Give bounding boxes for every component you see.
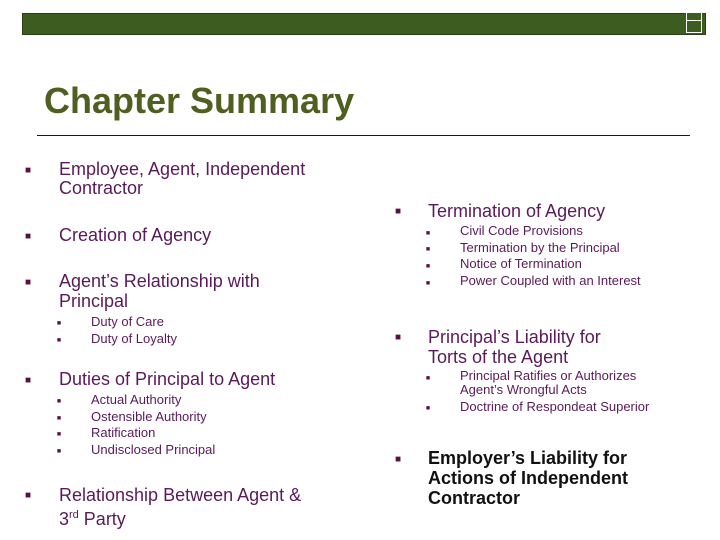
topic-employee-line1: Employee, Agent, Independent (59, 159, 306, 179)
header-bar (22, 13, 706, 35)
sub-bullet-icon: ■ (425, 230, 431, 237)
bullet-icon: ■ (394, 332, 402, 343)
termination-item: Notice of Termination (460, 256, 582, 271)
sub-bullet-icon: ■ (56, 398, 62, 405)
topic-principal-liability-line1: Principal’s Liability for (428, 327, 601, 347)
topic-third-party-line2: 3rd Party (59, 509, 126, 529)
sub-bullet-icon: ■ (425, 280, 431, 287)
duties-item: Actual Authority (91, 392, 182, 407)
sub-bullet-icon: ■ (56, 415, 62, 422)
principal-liability-item-line1: Principal Ratifies or Authorizes (460, 368, 637, 383)
topic-principal-liability-line2: Torts of the Agent (428, 347, 569, 367)
topic-creation: Creation of Agency (59, 225, 212, 245)
termination-item: Power Coupled with an Interest (460, 273, 641, 288)
sub-bullet-icon: ■ (425, 246, 431, 253)
sub-bullet-icon: ■ (425, 375, 431, 382)
slide-title: Chapter Summary (44, 80, 355, 121)
topic-relationship-line2: Principal (59, 291, 129, 311)
relationship-item: Duty of Care (91, 314, 164, 329)
principal-liability-item: Doctrine of Respondeat Superior (460, 399, 650, 414)
topic-employer-liability-line2: Actions of Independent (428, 468, 628, 488)
bullet-icon: ■ (394, 206, 402, 217)
duties-item: Undisclosed Principal (91, 442, 216, 457)
duties-item: Ratification (91, 425, 156, 440)
title-divider (37, 135, 690, 136)
bullet-icon: ■ (24, 231, 32, 242)
topic-third-party-line1: Relationship Between Agent & (59, 485, 302, 505)
bullet-icon: ■ (24, 165, 32, 176)
bullet-icon: ■ (24, 277, 32, 288)
sub-bullet-icon: ■ (56, 337, 62, 344)
relationship-item: Duty of Loyalty (91, 331, 177, 346)
topic-employer-liability-line1: Employer’s Liability for (428, 448, 628, 468)
topic-termination: Termination of Agency (428, 201, 606, 221)
termination-item: Termination by the Principal (460, 240, 620, 255)
sub-bullet-icon: ■ (56, 320, 62, 327)
topic-employer-liability-line3: Contractor (428, 488, 521, 508)
header-bar-square (686, 20, 702, 33)
sub-bullet-icon: ■ (56, 448, 62, 455)
bullet-icon: ■ (394, 454, 402, 465)
termination-item: Civil Code Provisions (460, 223, 583, 238)
topic-duties: Duties of Principal to Agent (59, 369, 276, 389)
principal-liability-item-line2: Agent’s Wrongful Acts (460, 382, 587, 397)
sub-bullet-icon: ■ (425, 263, 431, 270)
bullet-icon: ■ (24, 375, 32, 386)
topic-employee-line2: Contractor (59, 178, 144, 198)
duties-item: Ostensible Authority (91, 409, 207, 424)
bullet-icon: ■ (24, 490, 32, 501)
sub-bullet-icon: ■ (56, 431, 62, 438)
topic-relationship-line1: Agent’s Relationship with (59, 271, 260, 291)
sub-bullet-icon: ■ (425, 405, 431, 412)
